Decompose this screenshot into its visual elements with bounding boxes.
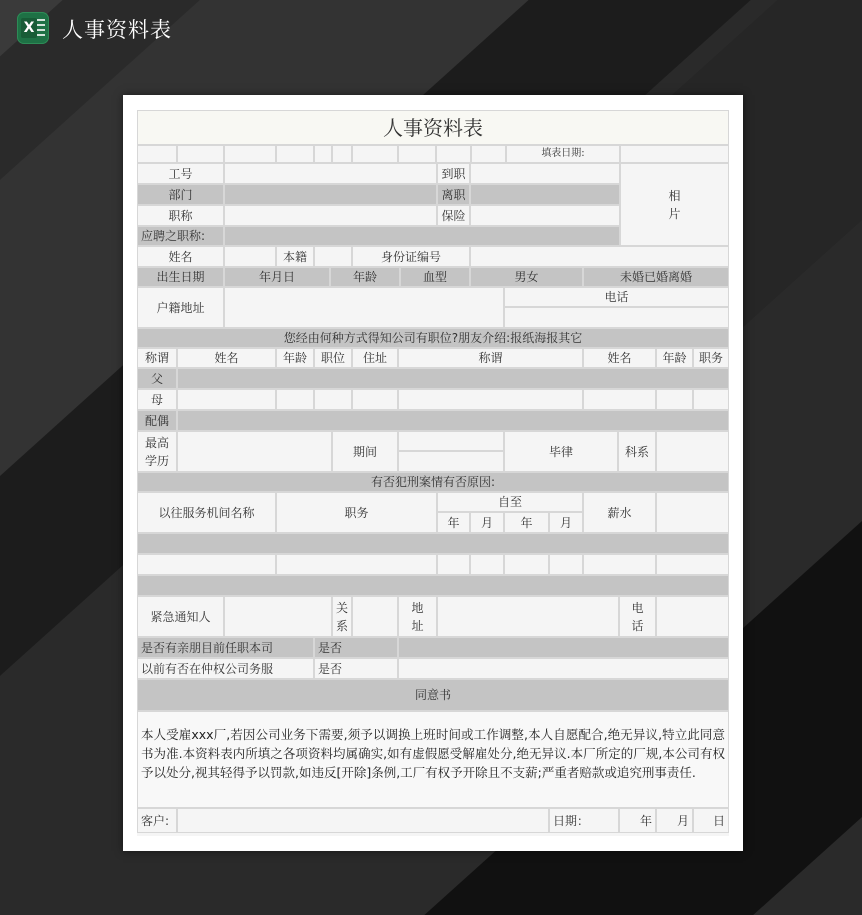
relatives-yesno[interactable]: 是否 (314, 637, 398, 658)
cell[interactable] (314, 145, 332, 163)
cell[interactable] (470, 554, 504, 575)
fam-header: 姓名 (583, 348, 656, 368)
dept-input[interactable] (224, 184, 437, 205)
father-label: 父 (137, 368, 177, 389)
edu-input[interactable] (177, 431, 332, 472)
fam-header: 职位 (314, 348, 352, 368)
prior-work-input[interactable] (398, 658, 729, 679)
mother-label: 母 (137, 389, 177, 410)
cell[interactable] (549, 554, 583, 575)
cell[interactable] (436, 145, 471, 163)
year-field[interactable]: 年 (619, 808, 656, 833)
cell[interactable] (352, 389, 398, 410)
origin-input[interactable] (314, 246, 352, 267)
cell[interactable] (398, 389, 583, 410)
edu-label-2: 学历 (144, 453, 169, 468)
fam-header: 称谓 (398, 348, 583, 368)
edu-label (137, 431, 177, 472)
cell[interactable] (583, 554, 656, 575)
origin-label: 本籍 (276, 246, 314, 267)
spouse-row[interactable] (177, 410, 729, 431)
year-label-1: 年 (437, 512, 470, 533)
address-input[interactable] (224, 287, 504, 328)
salary-label: 薪水 (583, 492, 656, 533)
applied-input[interactable] (224, 226, 620, 246)
how-know-row: 您经由何种方式得知公司有职位?朋友介绍:报纸海报其它 (137, 328, 729, 348)
phone-label-2: 话 (631, 618, 644, 633)
agreement-title: 同意书 (137, 679, 729, 711)
insurance-label: 保险 (437, 205, 470, 226)
position-label: 职称 (137, 205, 224, 226)
date-label: 日期： (549, 808, 619, 833)
fill-date-input[interactable] (620, 145, 729, 163)
relation-label-2: 系 (335, 618, 348, 633)
year-label-2: 年 (504, 512, 549, 533)
relation-label-1: 关 (335, 600, 348, 615)
day-field[interactable]: 日 (693, 808, 729, 833)
job-no-label: 工号 (137, 163, 224, 184)
form-title: 人事资料表 (137, 110, 729, 145)
join-label: 到职 (437, 163, 470, 184)
name-input[interactable] (224, 246, 276, 267)
dept2-label: 科系 (618, 431, 656, 472)
cell[interactable] (276, 389, 314, 410)
title-bar (0, 0, 862, 60)
id-input[interactable] (470, 246, 729, 267)
relation-input[interactable] (352, 596, 398, 637)
relation-label (332, 596, 352, 637)
document-page (123, 95, 743, 851)
month-label-2: 月 (549, 512, 583, 533)
cell[interactable] (314, 389, 352, 410)
fam-header: 姓名 (177, 348, 276, 368)
period-to[interactable] (398, 451, 504, 472)
salary-input[interactable] (656, 492, 729, 533)
month-label-1: 月 (470, 512, 504, 533)
fam-header: 年龄 (656, 348, 693, 368)
work-row-1[interactable] (137, 533, 729, 554)
applied-label: 应聘之职称: (137, 226, 224, 246)
cell[interactable] (177, 145, 224, 163)
cell[interactable] (276, 554, 437, 575)
leave-input[interactable] (470, 184, 620, 205)
marital-option[interactable]: 未婚已婚离婚 (583, 267, 729, 287)
cell[interactable] (398, 145, 436, 163)
leave-label: 离职 (437, 184, 470, 205)
address-label: 户籍地址 (137, 287, 224, 328)
spouse-label: 配偶 (137, 410, 177, 431)
phone-input[interactable] (504, 307, 729, 328)
birth-input[interactable]: 年月日 (224, 267, 330, 287)
cell[interactable] (583, 389, 656, 410)
cell[interactable] (276, 145, 314, 163)
fam-header: 职务 (693, 348, 729, 368)
period-label: 期间 (332, 431, 398, 472)
father-row[interactable] (177, 368, 729, 389)
agreement-text: 本人受雇xxx厂,若因公司业务下需要,须予以调换上班时间或工作调整,本人自愿配合,绝无异议,特立此同意书为准.本资料表内所填之各项资料均属确实,如有虚假愿受解雇处分,绝无异议.本厂所定的厂规,本公司有权予以处分,视其轻得予以罚款,如违反[开除]条例,工厂有权予开除且不支薪;严重者赔款或追究刑事责任. (137, 711, 729, 808)
cell[interactable] (656, 554, 729, 575)
cell[interactable] (656, 389, 693, 410)
client-label: 客户: (137, 808, 177, 833)
blood-label: 血型 (400, 267, 470, 287)
dept-label: 部门 (137, 184, 224, 205)
excel-icon[interactable]: X (17, 12, 49, 44)
position-input[interactable] (224, 205, 437, 226)
criminal-row: 有否犯刑案情有否原因: (137, 472, 729, 492)
birth-label: 出生日期 (137, 267, 224, 287)
graduate-label: 毕律 (504, 431, 618, 472)
sex-option[interactable]: 男女 (470, 267, 583, 287)
prior-work-label: 以前有否在仲权公司务服 (137, 658, 314, 679)
cell[interactable] (437, 554, 470, 575)
cell[interactable] (137, 554, 276, 575)
dept2-input[interactable] (656, 431, 729, 472)
cell[interactable] (137, 145, 177, 163)
name-label: 姓名 (137, 246, 224, 267)
cell[interactable] (471, 145, 506, 163)
join-input[interactable] (470, 163, 620, 184)
app-title: 人事资料表 (62, 18, 172, 42)
cell[interactable] (224, 145, 276, 163)
photo-box[interactable] (620, 163, 729, 246)
relatives-label: 是否有亲朋目前任职本司 (137, 637, 314, 658)
edu-label-1: 最高 (144, 435, 169, 450)
emergency-address-label (398, 596, 437, 637)
photo-label-1: 相 (668, 188, 681, 203)
emergency-label: 紧急通知人 (137, 596, 224, 637)
insurance-input[interactable] (470, 205, 620, 226)
client-input[interactable] (177, 808, 549, 833)
cell[interactable] (332, 145, 352, 163)
fam-header: 住址 (352, 348, 398, 368)
cell[interactable] (352, 145, 398, 163)
work-row-3[interactable] (137, 575, 729, 596)
month-field[interactable]: 月 (656, 808, 693, 833)
emergency-input[interactable] (224, 596, 332, 637)
emergency-address-input[interactable] (437, 596, 619, 637)
phone-label-1: 电 (631, 600, 644, 615)
id-label: 身份证编号 (352, 246, 470, 267)
duty-label: 职务 (276, 492, 437, 533)
period-from[interactable] (398, 431, 504, 451)
prev-company-label: 以往服务机间名称 (137, 492, 276, 533)
from-to-label: 自至 (437, 492, 583, 512)
age-label: 年龄 (330, 267, 400, 287)
prior-work-yesno[interactable]: 是否 (314, 658, 398, 679)
emergency-phone-input[interactable] (656, 596, 729, 637)
cell[interactable] (504, 554, 549, 575)
photo-label-2: 片 (668, 206, 681, 221)
fill-date-label: 填表日期: (506, 145, 620, 163)
fam-header: 称谓 (137, 348, 177, 368)
cell[interactable] (693, 389, 729, 410)
address-label-1: 地 (411, 600, 424, 615)
job-no-input[interactable] (224, 163, 437, 184)
relatives-input[interactable] (398, 637, 729, 658)
personnel-form (137, 110, 729, 836)
address-label-2: 址 (411, 618, 424, 633)
cell[interactable] (177, 389, 276, 410)
fam-header: 年龄 (276, 348, 314, 368)
emergency-phone-label (619, 596, 656, 637)
phone-label: 电话 (504, 287, 729, 307)
